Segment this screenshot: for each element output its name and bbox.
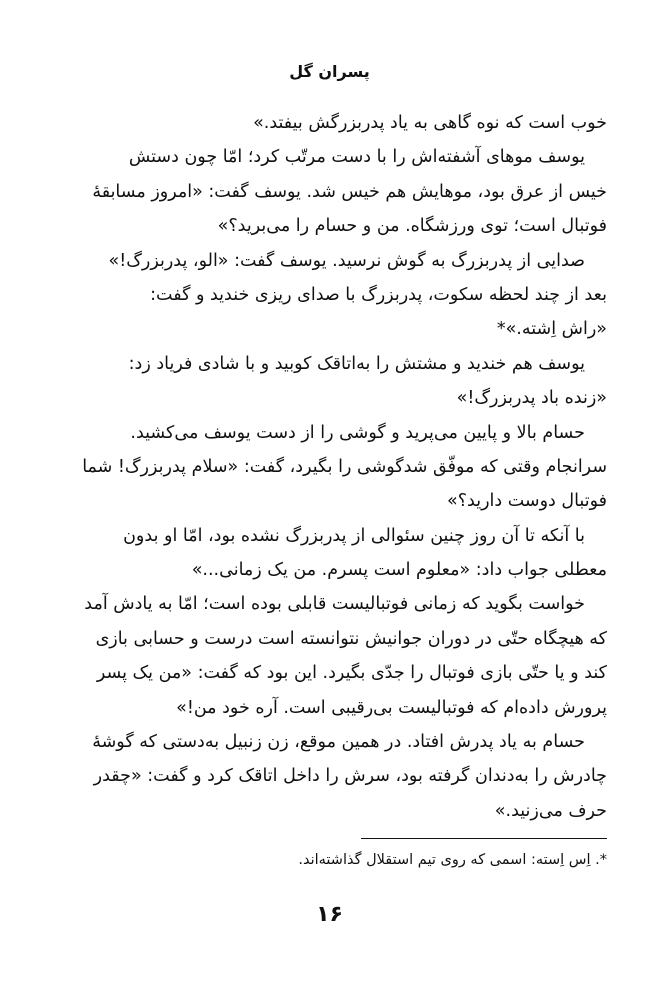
text-line: یوسف هم خندید و مشتش را به‌اتاقک کوبید و با شادی فریاد زد: — [128, 353, 585, 374]
text-line: حرف می‌زنید.» — [494, 800, 607, 821]
text-line: چادرش را به‌دندان گرفته بود، سرش را داخل اتاقک کرد و گفت: «چقدر — [93, 766, 607, 787]
text-line: سرانجام وقتی که موفّق شدگوشی را بگیرد، گفت: «سلام پدربزرگ! شما — [82, 456, 607, 477]
text-line: فوتبال دوست دارید؟» — [447, 491, 607, 512]
text-line: خوب است که نوه گاهی به یاد پدربزرگش بیفتد.» — [253, 113, 607, 133]
page-number: ۱۶ — [316, 902, 343, 927]
text-line: معطلی جواب داد: «معلوم است پسرم. من یک زمانی...» — [191, 560, 607, 581]
text-line: با آنکه تا آن روز چنین سئوالی از پدربزرگ نشده بود، امّا او بدون — [123, 525, 585, 546]
text-line: «زنده باد پدربزرگ!» — [456, 388, 607, 409]
footnote: *. اِس اِسته: اسمی که روی تیم استقلال گذاشته‌اند. — [298, 852, 607, 868]
body-text — [47, 106, 607, 828]
text-line: کند و یا حتّی بازی فوتبال را جدّی بگیرد. این بود که گفت: «من یک پسر — [96, 663, 607, 684]
text-line: صدایی از پدربزرگ به گوش نرسید. یوسف گفت: «الو، پدربزرگ!» — [108, 250, 585, 271]
text-line: پرورش داده‌ام که فوتبالیست بی‌رقیبی است. آره خود من!» — [176, 697, 607, 718]
text-line: بعد از چند لحظه سکوت، پدربزرگ با صدای ریزی خندید و گفت: — [150, 284, 607, 305]
text-line: «راش اِشته.»* — [496, 319, 607, 340]
text-line: حسام به یاد پدرش افتاد. در همین موقع، زن زنبیل به‌دستی که گوشهٔ — [92, 732, 585, 753]
text-line: خیس از عرق بود، موهایش هم خیس شد. یوسف گفت: «امروز مسابقهٔ — [92, 181, 607, 202]
text-line: خواست بگوید که زمانی فوتبالیست قابلی بوده است؛ امّا به یادش آمد — [84, 594, 585, 615]
text-line: فوتبال است؛ توی ورزشگاه. من و حسام را می‌برید؟» — [217, 216, 607, 237]
footnote-divider — [361, 838, 607, 839]
running-header: پسران گل — [289, 62, 370, 81]
text-line: یوسف موهای آشفته‌اش را با دست مرتّب کرد؛ امّا چون دستش — [128, 147, 585, 168]
text-line: حسام بالا و پایین می‌پرید و گوشی را از دست یوسف می‌کشید. — [130, 422, 585, 443]
text-line: که هیچگاه حتّی در دوران جوانیش نتوانسته است درست و حسابی بازی — [95, 628, 607, 649]
